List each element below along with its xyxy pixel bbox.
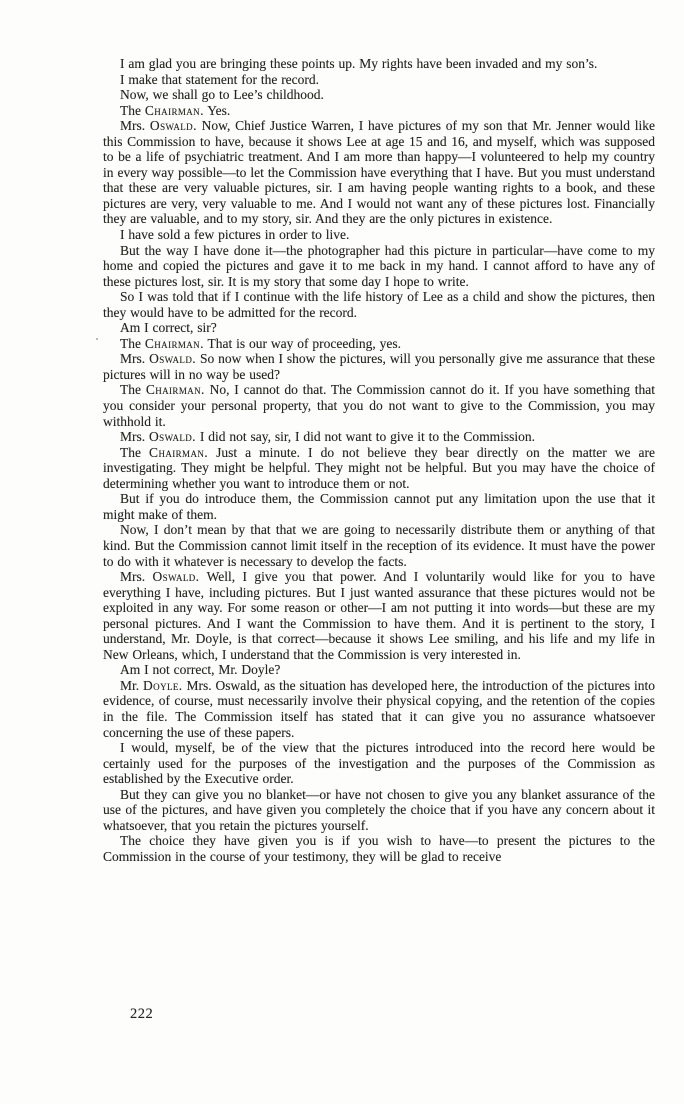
paragraph-text: No, I cannot do that. The Commission cannot do it. If you have something that you consider your personal property, that you do not want to give to the Commission, you may withhold it.: [103, 382, 656, 429]
paragraph-text: I did not say, sir, I did not want to give it to the Commission.: [199, 429, 536, 445]
paragraph-text: I make that statement for the record.: [120, 71, 320, 87]
paragraph: [103, 227, 655, 243]
paragraph: [103, 662, 655, 678]
speaker-name: Chairman.: [144, 335, 204, 351]
paragraph: [103, 118, 655, 227]
paragraph: [103, 103, 655, 119]
paragraph: [103, 740, 655, 787]
paragraph-text: I am glad you are bringing these points up. My rights have been invaded and my son’s.: [120, 56, 598, 71]
paragraph: [103, 320, 655, 336]
paragraph-text: I would, myself, be of the view that the pictures introduced into the record here would be certainly used for the purposes of the investigation and the purposes of the Commission as established by the Executive order.: [103, 740, 655, 787]
paragraph-text: Am I correct, sir?: [120, 320, 217, 336]
speaker-name: Oswald.: [149, 118, 197, 134]
paragraph-text: Mrs. Oswald, as the situation has developed here, the introduction of the pictures into evidence, of course, must necessarily involve their physical copying, and the retention of the copies in the file. The Commission itself has stated that it can give you no assurance whatsoever concerning the use of these papers.: [103, 677, 655, 740]
speaker-name: Doyle.: [143, 677, 183, 693]
paragraph: [103, 522, 655, 569]
paragraph-text: But they can give you no blanket—or have not chosen to give you any blanket assurance of the use of the pictures, and have given you completely the choice that if you have any concern about it whatsoever, that you retain the pictures yourself.: [103, 786, 655, 833]
paragraph: [103, 289, 655, 320]
speaker-prefix: Mrs.: [120, 429, 146, 445]
paragraph-text: I have sold a few pictures in order to live.: [120, 227, 350, 243]
paragraph: [103, 56, 655, 72]
speaker-prefix: The: [120, 102, 141, 118]
paragraph: [103, 569, 655, 662]
speaker-prefix: Mrs.: [120, 569, 146, 585]
paragraph-text: That is our way of proceeding, yes.: [207, 335, 401, 351]
speaker-name: Oswald.: [149, 429, 196, 445]
speaker-name: Chairman.: [145, 382, 205, 398]
paragraph: [103, 833, 655, 864]
paragraph-text: Now, we shall go to Lee’s childhood.: [120, 87, 324, 103]
speaker-name: Chairman.: [144, 102, 204, 118]
speaker-name: Oswald.: [149, 351, 197, 367]
paragraph: [103, 72, 655, 88]
paragraph: [103, 351, 655, 382]
paragraph-text: So I was told that if I continue with the life history of Lee as a child and show the pictures, then they would have to be admitted for the record.: [103, 289, 655, 320]
paragraph: [103, 243, 655, 290]
paragraph: [103, 382, 655, 429]
paragraph-text: Yes.: [207, 102, 231, 118]
paragraph-text: Now, Chief Justice Warren, I have pictures of my son that Mr. Jenner would like this Commission to have, because it shows Lee at age 15 and 16, and myself, which was supposed to be a life of psychiatric treatment. And I am more than happy—I volunteered to help my country in every way possible—to let the Commission have everything that I have. But you must understand that these are very valuable pictures, sir. I am having people wanting rights to a book, and these pictures are very, very valuable to me. And I would not want any of these pictures lost. Financially they are valuable, and to my story, sir. And they are the only pictures in existence.: [103, 118, 656, 227]
paragraph-text: Now, I don’t mean by that that we are going to necessarily distribute them or anything of that kind. But the Commission cannot limit itself in the reception of its evidence. It must have the power to do with it whatever is necessary to develop the facts.: [103, 522, 655, 569]
paragraph: [103, 87, 655, 103]
paragraph-text: So now when I show the pictures, will you personally give me assurance that these pictures will in no way be used?: [103, 351, 656, 382]
paragraph-text: But the way I have done it—the photographer had this picture in particular—have come to my home and copied the pictures and gave it to me back in my hand. I cannot afford to have any of these pictures lost, sir. It is my story that some day I hope to write.: [103, 242, 655, 289]
paragraph: [103, 336, 655, 352]
paragraph: [103, 429, 655, 445]
speaker-name: Oswald.: [152, 569, 200, 585]
paragraph: [103, 787, 655, 834]
speaker-name: Chairman.: [149, 444, 209, 460]
speaker-prefix: The: [120, 382, 141, 398]
paragraph: [103, 445, 655, 492]
paragraph-text: Just a minute. I do not believe they bear directly on the matter we are investigating. They might be helpful. They might not be helpful. But you may have the choice of determining whether you want to introduce them or not.: [103, 444, 656, 491]
speaker-prefix: The: [120, 335, 141, 351]
paragraph-text: The choice they have given you is if you wish to have—to present the pictures to the Commission in the course of your testimony, they will be glad to receive: [103, 833, 655, 864]
paragraph-text: Am I not correct, Mr. Doyle?: [120, 662, 281, 678]
scan-artifact: [96, 338, 98, 340]
speaker-prefix: Mrs.: [120, 351, 146, 367]
page-number: 222: [130, 1006, 154, 1022]
speaker-prefix: The: [120, 444, 141, 460]
paragraph-text: But if you do introduce them, the Commission cannot put any limitation upon the use that it might make of them.: [103, 491, 655, 522]
speaker-prefix: Mrs.: [120, 118, 146, 134]
paragraph: [103, 491, 655, 522]
speaker-prefix: Mr.: [120, 677, 140, 693]
paragraph: [103, 678, 655, 740]
paragraph-text: Well, I give you that power. And I voluntarily would like for you to have everything I have, including pictures. But I just wanted assurance that these pictures would not be exploited in any way. For some reason or other—I am not putting it into words—but these are my personal pictures. And I want the Commission to have them. And it is pertinent to the story, I understand, Mr. Doyle, is that correct—because it shows Lee smiling, and his life and my life in New Orleans, which, I understand that the Commission is very interested in.: [103, 569, 656, 662]
testimony-text: [103, 56, 655, 864]
